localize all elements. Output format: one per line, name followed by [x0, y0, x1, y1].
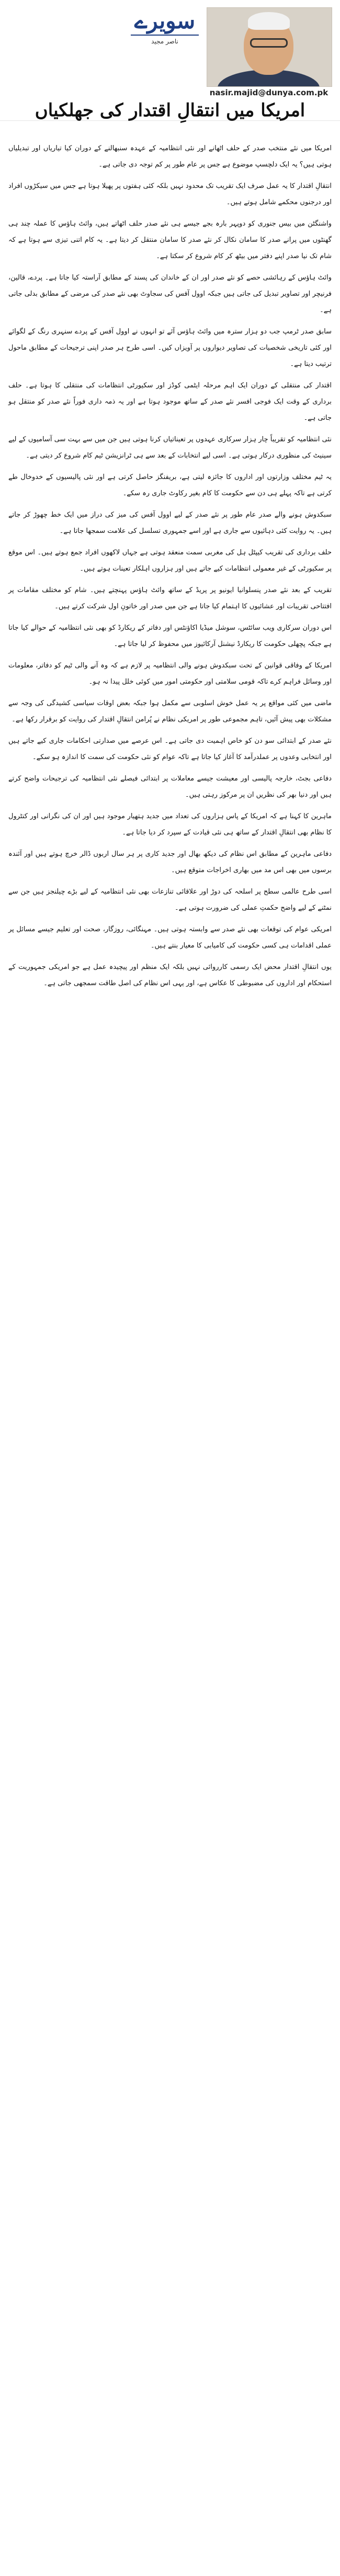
- paragraph: یہ ٹیم مختلف وزارتوں اور اداروں کا جائزہ لیتی ہے، بریفنگز حاصل کرتی ہے اور نئی پالیسیوں کے خدوخال طے کرتی ہے تاکہ پہلے ہی دن سے حکومت کا کام بغیر رکاوٹ جاری رہ سکے۔: [8, 473, 332, 497]
- article-body: [8, 140, 332, 2572]
- paragraph: امریکا کے وفاقی قوانین کے تحت سبکدوش ہونے والی انتظامیہ پر لازم ہے کہ وہ آنے والی ٹیم کو دفاتر، معلومات اور وسائل فراہم کرے تاکہ قومی سلامتی اور حکومتی امور میں کوئی خلل پیدا نہ ہو۔: [8, 662, 332, 686]
- paragraph: اقتدار کی منتقلی کے دوران ایک اہم مرحلہ ایٹمی کوڈز اور سکیورٹی انتظامات کی منتقلی کا ہوتا ہے۔ حلف برداری کے وقت ایک فوجی افسر نئے صدر کے ساتھ موجود ہوتا ہے اور یہ ذمہ داری فوراً نئے صدر کو منتقل ہو جاتی ہے۔: [8, 382, 332, 422]
- paragraph: دفاعی بجٹ، خارجہ پالیسی اور معیشت جیسے معاملات پر ابتدائی فیصلے نئی انتظامیہ کی ترجیحات واضح کرتے ہیں اور دنیا بھر کی نظریں ان پر مرکوز رہتی ہیں۔: [8, 775, 332, 799]
- paragraph: حلف برداری کی تقریب کیپٹل ہل کی مغربی سمت منعقد ہوتی ہے جہاں لاکھوں افراد جمع ہوتے ہیں۔ اس موقع پر سکیورٹی کے غیر معمولی انتظامات کیے جاتے ہیں اور ہزاروں اہلکار تعینات ہوتے ہیں۔: [8, 549, 332, 573]
- columnist-photo: [207, 7, 332, 87]
- title-block: [16, 99, 324, 121]
- photo-hair: [248, 12, 290, 30]
- paragraph: اسی طرح عالمی سطح پر اسلحہ کی دوڑ اور علاقائی تنازعات بھی نئی انتظامیہ کے لیے بڑے چیلنجز ہیں جن سے نمٹنے کے لیے واضح حکمتِ عملی کی ضرورت ہوتی ہے۔: [8, 888, 332, 912]
- paragraph: نئے صدر کے ابتدائی سو دن کو خاص اہمیت دی جاتی ہے۔ اس عرصے میں صدارتی احکامات جاری کیے جاتے ہیں اور انتخابی وعدوں پر عملدرآمد کا آغاز کیا جاتا ہے تاکہ عوام کو نئی حکومت کی سمت کا اندازہ ہو سکے۔: [8, 737, 332, 761]
- paragraph: انتقالِ اقتدار کا یہ عمل صرف ایک تقریب تک محدود نہیں بلکہ کئی ہفتوں پر پھیلا ہوتا ہے جس میں سیکڑوں افراد اور درجنوں محکمے شامل ہوتے ہیں۔: [8, 182, 332, 206]
- paragraph: اس دوران سرکاری ویب سائٹس، سوشل میڈیا اکاؤنٹس اور دفاتر کے ریکارڈ کو بھی نئی انتظامیہ کے حوالے کیا جاتا ہے جبکہ پچھلی حکومت کا ریکارڈ نیشنل آرکائیوز میں محفوظ کر لیا جاتا ہے۔: [8, 624, 332, 648]
- column-header: [0, 0, 340, 121]
- paragraph: سبکدوش ہونے والے صدر عام طور پر نئے صدر کے لیے اوول آفس کی میز کی دراز میں ایک خط چھوڑ کر جاتے ہیں۔ یہ روایت کئی دہائیوں سے جاری ہے اور اسے جمہوری تسلسل کی علامت سمجھا جاتا ہے۔: [8, 511, 332, 535]
- photo-glasses: [250, 38, 288, 48]
- paragraph: تقریب کے بعد نئے صدر پنسلوانیا ایونیو پر پریڈ کے ساتھ وائٹ ہاؤس پہنچتے ہیں۔ شام کو مختلف مقامات پر افتتاحی تقریبات اور عشائیوں کا اہتمام کیا جاتا ہے جن میں صدر اور خاتونِ اول شرکت کرتے ہیں۔: [8, 586, 332, 610]
- paragraph: نئی انتظامیہ کو تقریباً چار ہزار سرکاری عہدوں پر تعیناتیاں کرنا ہوتی ہیں جن میں سے بہت سی آسامیوں کے لیے سینیٹ کی منظوری درکار ہوتی ہے۔ اسی لیے انتخابات کے بعد سے ہی ٹرانزیشن ٹیم کام شروع کر دیتی ہے۔: [8, 436, 332, 460]
- paragraph: ماہرین کا کہنا ہے کہ امریکا کے پاس ہزاروں کی تعداد میں جدید ہتھیار موجود ہیں اور ان کی نگرانی اور کنٹرول کا نظام بھی انتقالِ اقتدار کے ساتھ ہی نئی قیادت کے سپرد کر دیا جاتا ہے۔: [8, 812, 332, 837]
- columnist-name: ناصر مجید: [131, 35, 199, 45]
- paragraph: واشنگٹن میں بیس جنوری کو دوپہر بارہ بجے جیسے ہی نئے صدر حلف اٹھاتے ہیں، وائٹ ہاؤس کا عملہ چند ہی گھنٹوں میں پرانے صدر کا سامان نکال کر نئے صدر کا سامان منتقل کر دیتا ہے۔ یہ کام اتنی تیزی سے ہوتا ہے کہ شام تک نیا صدر اپنے دفتر میں بیٹھ کر کام شروع کر سکتا ہے۔: [8, 220, 332, 260]
- logo-text: سویرے: [134, 8, 196, 34]
- article-title: امریکا میں انتقالِ اقتدار کی جھلکیاں: [35, 100, 305, 121]
- paragraph: امریکا میں نئے منتخب صدر کے حلف اٹھانے اور نئی انتظامیہ کے عہدہ سنبھالنے کے دوران کیا تیاریاں اور تبدیلیاں ہوتی ہیں؟ یہ ایک دلچسپ موضوع ہے جس پر عام طور پر کم توجہ دی جاتی ہے۔: [8, 144, 332, 169]
- paragraph: یوں انتقالِ اقتدار محض ایک رسمی کارروائی نہیں بلکہ ایک منظم اور پیچیدہ عمل ہے جو امریکی جمہوریت کے استحکام اور اداروں کی مضبوطی کا عکاس ہے، اور یہی اس نظام کی اصل طاقت سمجھی جاتی ہے۔: [8, 963, 332, 987]
- columnist-email: nasir.majid@dunya.com.pk: [209, 88, 328, 97]
- paragraph: سابق صدر ٹرمپ جب دو ہزار سترہ میں وائٹ ہاؤس آئے تو انہوں نے اوول آفس کے پردے سنہری رنگ کے لگوائے اور کئی تاریخی شخصیات کی تصاویر دیواروں پر آویزاں کیں۔ اسی طرح ہر صدر اپنی ترجیحات کے مطابق ماحول ترتیب دیتا ہے۔: [8, 328, 332, 368]
- paragraph: امریکی عوام کی توقعات بھی نئے صدر سے وابستہ ہوتی ہیں۔ مہنگائی، روزگار، صحت اور تعلیم جیسے مسائل پر عملی اقدامات ہی کسی حکومت کی کامیابی کا معیار بنتے ہیں۔: [8, 925, 332, 950]
- paragraph: ماضی میں کئی مواقع پر یہ عمل خوش اسلوبی سے مکمل ہوا جبکہ بعض اوقات سیاسی کشیدگی کی وجہ سے مشکلات بھی پیش آئیں، تاہم مجموعی طور پر امریکی نظام نے پُرامن انتقالِ اقتدار کی روایت کو برقرار رکھا ہے۔: [8, 699, 332, 723]
- column-logo: [131, 9, 199, 72]
- paragraph: وائٹ ہاؤس کے رہائشی حصے کو نئے صدر اور ان کے خاندان کی پسند کے مطابق آراستہ کیا جاتا ہے۔ پردے، قالین، فرنیچر اور تصاویر تبدیل کی جاتی ہیں جبکہ اوول آفس کی سجاوٹ بھی نئے صدر کی مرضی کے مطابق بدلی جاتی ہے۔: [8, 274, 332, 314]
- paragraph: دفاعی ماہرین کے مطابق اس نظام کی دیکھ بھال اور جدید کاری پر ہر سال اربوں ڈالر خرچ ہوتے ہیں اور آئندہ برسوں میں بھی اس مد میں بھاری اخراجات متوقع ہیں۔: [8, 850, 332, 874]
